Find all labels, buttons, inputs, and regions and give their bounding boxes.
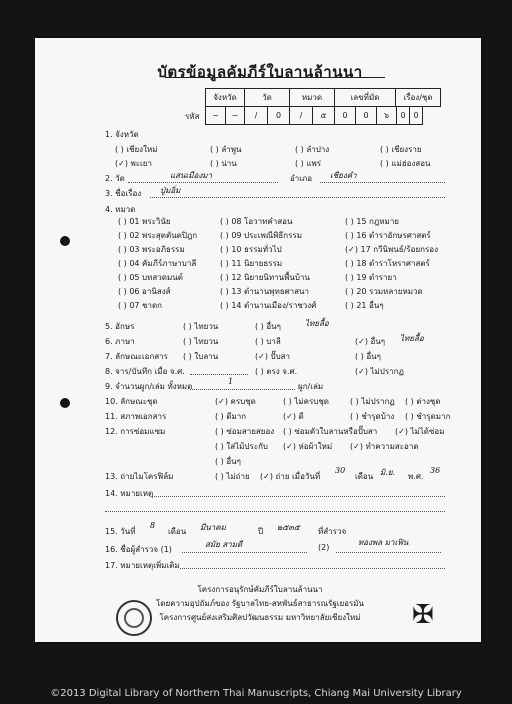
inscription-line xyxy=(190,374,248,375)
punch-hole-lower xyxy=(60,398,70,408)
title-underline xyxy=(165,77,385,78)
repair-option[interactable]: ( ) ซ่อมสายสยอง xyxy=(215,427,275,436)
code-digit: 0 xyxy=(410,107,423,125)
story-label: 3. ชื่อเรื่อง xyxy=(105,189,142,198)
medium-option[interactable]: (✓) ปั๊บสา xyxy=(255,352,291,361)
microfilm-day[interactable]: 30 xyxy=(335,466,346,475)
surveyor-label-2: (2) xyxy=(318,543,330,552)
code-header-province: จังหวัด xyxy=(206,89,245,107)
inscription-option[interactable]: ( ) ตรง จ.ศ. xyxy=(255,367,298,376)
surveyor-name-2[interactable]: ทองพล มาเฟิน xyxy=(358,538,409,547)
category-option[interactable]: ( ) 14 ตำนานเมือง/ราชวงศ์ xyxy=(220,301,317,310)
script-other-value[interactable]: ไทยลื้อ xyxy=(305,319,329,328)
category-option[interactable]: ( ) 16 ตำราอักษรศาสตร์ xyxy=(345,231,431,240)
condition-option[interactable]: ( ) ชำรุดบ้าง xyxy=(350,412,395,421)
category-option[interactable]: ( ) 06 อานิสงส์ xyxy=(118,287,171,296)
microfilm-month-label: เดือน xyxy=(355,472,374,481)
microfilm-option[interactable]: (✓) ถ่าย เมื่อวันที่ xyxy=(260,472,321,481)
language-label: 6. ภาษา xyxy=(105,337,135,346)
medium-label: 7. ลักษณะเอกสาร xyxy=(105,352,168,361)
surveyor-line-2 xyxy=(336,552,441,553)
survey-year[interactable]: ๒๕๓๕ xyxy=(277,523,300,532)
category-option[interactable]: ( ) 08 โอวาทคำสอน xyxy=(220,217,293,226)
survey-suffix: ที่สำรวจ xyxy=(318,527,347,536)
province-option[interactable]: ( ) ลำปาง xyxy=(295,145,330,154)
code-digit: 0 xyxy=(268,107,290,125)
microfilm-label: 13. ถ่ายไมโครฟิล์ม xyxy=(105,472,174,481)
inscription-option[interactable]: (✓) ไม่ปรากฏ xyxy=(355,367,404,376)
count-unit: ผูก/เล่ม xyxy=(298,382,324,391)
script-label: 5. อักษร xyxy=(105,322,135,331)
category-option[interactable]: ( ) 13 ตำนานพุทธศาสนา xyxy=(220,287,310,296)
extra-line xyxy=(180,568,445,569)
code-header-temple: วัด xyxy=(245,89,290,107)
category-option[interactable]: ( ) 04 คัมภีร์ภาษาบาลี xyxy=(118,259,197,268)
notes-line xyxy=(150,496,445,497)
code-digit: ๕ xyxy=(313,107,335,125)
code-label: รหัส xyxy=(185,112,200,121)
code-digit: 0 xyxy=(335,107,356,125)
count-value[interactable]: 1 xyxy=(228,377,234,386)
code-digit: 0 xyxy=(356,107,377,125)
notes-line xyxy=(105,511,445,512)
repair-option[interactable]: (✓) ทำความสะอาด xyxy=(350,442,419,451)
condition-option[interactable]: ( ) ดีมาก xyxy=(215,412,247,421)
footer-line-1: โครงการอนุรักษ์คัมภีร์ใบลานล้านนา xyxy=(197,585,323,594)
repair-option[interactable]: ( ) อื่นๆ xyxy=(215,457,241,466)
repair-option[interactable]: ( ) ซ่อมตัวใบลานหรือปั๊บสา xyxy=(283,427,378,436)
surveyor-name-1[interactable]: สมัย สามดี xyxy=(205,540,243,549)
province-option[interactable]: ( ) แม่ฮ่องสอน xyxy=(380,159,431,168)
category-option[interactable]: ( ) 19 ตำรายา xyxy=(345,273,397,282)
german-eagle-icon: ✠ xyxy=(412,600,434,630)
survey-year-label: ปี xyxy=(258,527,264,536)
province-option[interactable]: (✓) พะเยา xyxy=(115,159,152,168)
category-option[interactable]: ( ) 02 พระสุตตันตปิฎก xyxy=(118,231,198,240)
count-line xyxy=(190,389,295,390)
code-header-category: หมวด xyxy=(290,89,335,107)
language-option[interactable]: ( ) บาลี xyxy=(255,337,281,346)
code-values xyxy=(205,106,423,125)
amphoe-line xyxy=(320,182,445,183)
province-option[interactable]: ( ) น่าน xyxy=(210,159,237,168)
surveyor-line-1 xyxy=(182,552,307,553)
language-option[interactable]: (✓) อื่นๆ xyxy=(355,337,386,346)
language-other-value[interactable]: ไทยลื้อ xyxy=(400,334,424,343)
script-option[interactable]: ( ) อื่นๆ xyxy=(255,322,281,331)
category-option[interactable]: ( ) 05 บทสวดมนต์ xyxy=(118,273,183,282)
category-option[interactable]: ( ) 03 พระอภิธรรม xyxy=(118,245,185,254)
code-digit: ~ xyxy=(226,107,245,125)
temple-value[interactable]: แสนเมืองมา xyxy=(170,171,212,180)
code-table xyxy=(205,88,441,107)
story-line xyxy=(150,197,445,198)
footer-line-2: โดยความอุปถัมภ์ของ รัฐบาลไทย-สหพันธ์สาธารณรัฐเยอรมัน xyxy=(155,599,365,608)
repair-label: 12. การซ่อมแซม xyxy=(105,427,166,436)
code-digit: / xyxy=(245,107,268,125)
category-option[interactable]: ( ) 21 อื่นๆ xyxy=(345,301,384,310)
code-digit: ~ xyxy=(206,107,226,125)
code-digit: / xyxy=(290,107,313,125)
category-option[interactable]: ( ) 07 ชาดก xyxy=(118,301,163,310)
survey-month[interactable]: มีนาคม xyxy=(200,523,226,532)
condition-label: 11. สภาพเอกสาร xyxy=(105,412,167,421)
surveyor-label: 16. ชื่อผู้สำรวจ (1) xyxy=(105,545,172,554)
condition-option[interactable]: (✓) ดี xyxy=(283,412,304,421)
microfilm-year[interactable]: 36 xyxy=(430,466,441,475)
punch-hole-upper xyxy=(60,236,70,246)
category-option[interactable]: ( ) 11 นิยายธรรม xyxy=(220,259,283,268)
completeness-option[interactable]: ( ) ต่างชุด xyxy=(405,397,441,406)
category-option[interactable]: ( ) 20 รวมหลายหมวด xyxy=(345,287,423,296)
province-option[interactable]: ( ) เชียงราย xyxy=(380,145,422,154)
university-seal-icon xyxy=(116,600,152,636)
category-label: 4. หมวด xyxy=(105,205,136,214)
completeness-label: 10. ลักษณะชุด xyxy=(105,397,158,406)
extra-label: 17. หมายเหตุเพิ่มเติม xyxy=(105,561,180,570)
condition-option[interactable]: ( ) ชำรุดมาก xyxy=(405,412,451,421)
category-option[interactable]: ( ) 01 พระวินัย xyxy=(118,217,171,226)
category-option[interactable]: ( ) 15 กฎหมาย xyxy=(345,217,399,226)
survey-month-label: เดือน xyxy=(168,527,187,536)
code-digit: ๖ xyxy=(377,107,397,125)
notes-label: 14. หมายเหตุ xyxy=(105,489,154,498)
province-option[interactable]: ( ) แพร่ xyxy=(295,159,322,168)
category-option[interactable]: ( ) 09 ประเพณีพิธีกรรม xyxy=(220,231,303,240)
category-option[interactable]: ( ) 18 ตำราโหราศาสตร์ xyxy=(345,259,430,268)
code-header-story: เรื่อง/ชุด xyxy=(396,89,441,107)
microfilm-month[interactable]: มิ.ย. xyxy=(380,468,396,477)
repair-option[interactable]: ( ) ใส่ไม้ประกับ xyxy=(215,442,269,451)
medium-option[interactable]: ( ) อื่นๆ xyxy=(355,352,381,361)
completeness-option[interactable]: ( ) ไม่ครบชุด xyxy=(283,397,329,406)
code-digit: 0 xyxy=(397,107,410,125)
script-option[interactable]: ( ) ไทยวน xyxy=(183,322,219,331)
copyright-notice: ©2013 Digital Library of Northern Thai Manuscripts, Chiang Mai University Library xyxy=(50,688,462,699)
temple-line xyxy=(128,182,278,183)
medium-option[interactable]: ( ) ใบลาน xyxy=(183,352,219,361)
repair-option[interactable]: (✓) ไม่ได้ซ่อม xyxy=(395,427,445,436)
count-label: 9. จำนวนผูก/เล่ม ทั้งหมด xyxy=(105,382,193,391)
completeness-option[interactable]: (✓) ครบชุด xyxy=(215,397,256,406)
language-option[interactable]: ( ) ไทยวน xyxy=(183,337,219,346)
story-value[interactable]: ปู่มอิ่ม xyxy=(160,186,181,195)
survey-label: 15. วันที่ xyxy=(105,527,136,536)
microfilm-option[interactable]: ( ) ไม่ถ่าย xyxy=(215,472,250,481)
survey-day[interactable]: 8 xyxy=(150,521,156,530)
category-option[interactable]: ( ) 12 นิยายนิทานพื้นบ้าน xyxy=(220,273,310,282)
repair-option[interactable]: (✓) ห่อผ้าใหม่ xyxy=(283,442,333,451)
province-option[interactable]: ( ) ลำพูน xyxy=(210,145,242,154)
completeness-option[interactable]: ( ) ไม่ปรากฏ xyxy=(350,397,395,406)
province-option[interactable]: ( ) เชียงใหม่ xyxy=(115,145,158,154)
province-label: 1. จังหวัด xyxy=(105,130,139,139)
temple-label: 2. วัด xyxy=(105,174,125,183)
microfilm-year-label: พ.ศ. xyxy=(408,472,424,481)
footer-line-3: โครงการศูนย์ส่งเสริมศิลปวัฒนธรรม มหาวิทยาลัยเชียงใหม่ xyxy=(159,613,361,622)
code-header-bundle: เลขที่มัด xyxy=(335,89,396,107)
card-title: บัตรข้อมูลคัมภีร์ใบลานล้านนา xyxy=(157,63,363,81)
amphoe-label: อำเภอ xyxy=(290,174,313,183)
amphoe-value[interactable]: เชียงคำ xyxy=(330,171,357,180)
inscription-label: 8. จาร/บันทึก เมื่อ จ.ศ. xyxy=(105,367,185,376)
category-option[interactable]: (✓) 17 กวีนิพนธ์/ร้อยกรอง xyxy=(345,245,438,254)
category-option[interactable]: ( ) 10 ธรรมทั่วไป xyxy=(220,245,282,254)
